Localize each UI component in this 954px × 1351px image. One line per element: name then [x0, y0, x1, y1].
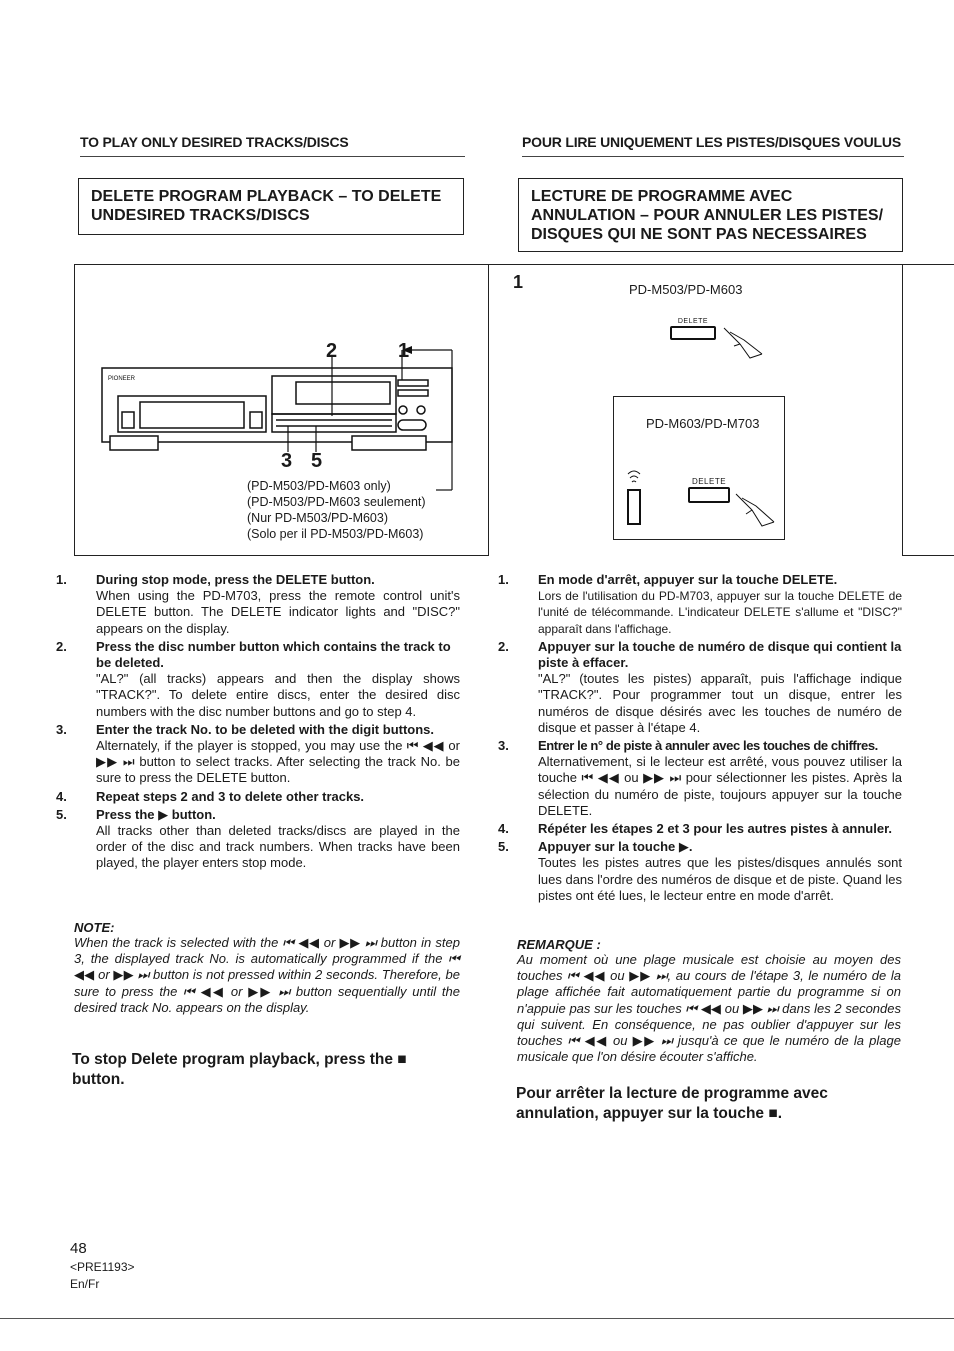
- note-heading: REMARQUE :: [517, 937, 601, 952]
- callout-3: 3: [281, 450, 293, 472]
- step-number: 5.: [498, 839, 509, 855]
- step-number: 4.: [56, 788, 67, 804]
- document-code: <PRE1193>: [70, 1260, 135, 1274]
- model-b-label: PD-M603/PD-M703: [646, 416, 760, 431]
- step-number: 2.: [498, 638, 509, 654]
- callout-2: 2: [326, 340, 338, 362]
- language-code: En/Fr: [70, 1277, 100, 1291]
- frame-extension-top: [903, 264, 954, 265]
- step-title: Repeat steps 2 and 3 to delete other tracks.: [96, 788, 365, 804]
- steps-en: [56, 572, 460, 874]
- model-note: (PD-M503/PD-M603 only): [247, 479, 391, 493]
- delete-button-b[interactable]: [688, 487, 730, 503]
- step-title: Enter the track No. to be deleted with the digit buttons.: [96, 721, 435, 737]
- title-box-fr: LECTURE DE PROGRAMME AVEC ANNULATION – POUR ANNULER LES PISTES/ DISQUES QUI NE SONT PAS NECESSAIRES: [518, 178, 903, 252]
- note-en: [74, 920, 460, 1016]
- pressing-hand-icon: [722, 326, 766, 360]
- stop-instruction-en: To stop Delete program playback, press the ■ button.: [72, 1051, 407, 1088]
- step-body: Lors de l'utilisation du PD-M703, appuyer sur la touche DELETE de l'unité de télécommande. L'indicateur DELETE s'allume et "DISC?" apparaît dans l'affichage.: [538, 589, 902, 636]
- delete-label-a: DELETE: [677, 318, 709, 325]
- model-a-label: PD-M503/PD-M603: [629, 282, 743, 297]
- step-item: [498, 638, 902, 736]
- step-body: All tracks other than deleted tracks/discs are played in the order of the disc and track numbers. When tracks have been played, the player enters stop mode.: [96, 823, 460, 871]
- step-item: [498, 821, 902, 837]
- model-note: (Solo per il PD-M503/PD-M603): [247, 527, 424, 541]
- remote-control-icon: [624, 468, 644, 528]
- step-title: Press the ▶ button.: [96, 806, 216, 822]
- step-title: Appuyer sur la touche ▶.: [538, 839, 693, 855]
- section-header-fr: POUR LIRE UNIQUEMENT LES PISTES/DISQUES VOULUS: [522, 134, 904, 157]
- step-number: 4.: [498, 821, 509, 837]
- title-box-en: DELETE PROGRAM PLAYBACK – TO DELETE UNDESIRED TRACKS/DISCS: [78, 178, 464, 235]
- step-item: [56, 721, 460, 787]
- callout-1: 1: [398, 340, 410, 362]
- step-title: En mode d'arrêt, appuyer sur la touche DELETE.: [538, 572, 838, 587]
- pressing-hand-icon: [734, 492, 778, 528]
- frame-extension-bottom: [903, 555, 954, 556]
- step-body: When using the PD-M703, press the remote control unit's DELETE button. The DELETE indicator lights and "DISC?" appears on the display.: [96, 588, 460, 636]
- model-notes: [247, 478, 467, 542]
- note-fr: [517, 937, 901, 1065]
- step-number: 1.: [498, 572, 509, 587]
- step-number: 1.: [56, 572, 67, 587]
- step-body: Alternativement, si le lecteur est arrêté, vous pouvez utiliser la touche ⏮ ◀◀ ou ▶▶ ⏭ pour sélectionner les pistes. Après la sélection du numéro de piste, toujours appuyer sur la touche DELETE.: [538, 754, 902, 818]
- step-body: Toutes les pistes autres que les pistes/disques annulés sont lues dans l'ordre des numéros de disque et de piste. Quand les pistes ont été lues, le lecteur entre en mode d'arrêt.: [538, 855, 902, 903]
- step-title: Répéter les étapes 2 et 3 pour les autres pistes à annuler.: [538, 821, 893, 837]
- note-body: Au moment où une plage musicale est choisie au moyen des touches ⏮ ◀◀ ou ▶▶ ⏭, au cours de l'étape 3, le numéro de la plage affichée fait automatiquement partie du programme si on n'appuie pas sur les touches ⏮ ◀◀ ou ▶▶ ⏭ dans les 2 secondes qui suivent. En conséquence, ne pas oublier d'appuyer sur les touches ⏮ ◀◀ ou ▶▶ ⏭ jusqu'à ce que le numéro de la plage musicale que l'on désire écouter s'affiche.: [517, 952, 901, 1065]
- step-item: [56, 788, 460, 805]
- callout-5: 5: [311, 450, 323, 472]
- section-header-en: TO PLAY ONLY DESIRED TRACKS/DISCS: [80, 134, 465, 157]
- step-item: [498, 572, 902, 637]
- step-title: Entrer le n° de piste à annuler avec les touches de chiffres.: [538, 738, 878, 754]
- step-number: 5.: [56, 806, 67, 822]
- model-note: (PD-M503/PD-M603 seulement): [247, 495, 426, 509]
- note-body: When the track is selected with the ⏮ ◀◀ or ▶▶ ⏭ button in step 3, the displayed track No. is automatically programmed if the ⏮ ◀◀ or ▶▶ ⏭ button is not pressed within 2 seconds. Therefore, be sure to press the ⏮ ◀◀ or ▶▶ ⏭ button sequentially until the desired track No. appears on the display.: [74, 935, 460, 1015]
- figure-step-number: 1: [513, 272, 524, 292]
- model-note: (Nur PD-M503/PD-M603): [247, 511, 389, 525]
- step-body: "AL?" (toutes les pistes) apparaît, puis l'affichage indique "TRACK?". Pour programmer tout un disque, entrer les numéros de disque désirés avec les touches de numéro de disque et passer à l'étape 4.: [538, 671, 902, 735]
- step-item: [498, 839, 902, 904]
- step-body: Alternately, if the player is stopped, you may use the ⏮ ◀◀ or ▶▶ ⏭ button to select tracks. After selecting the track No. be sure to press the DELETE button.: [96, 738, 460, 786]
- step-item: [56, 638, 460, 720]
- delete-button-a[interactable]: [670, 326, 716, 340]
- step-item: [56, 806, 460, 872]
- step-body: "AL?" (all tracks) appears and then the display shows "TRACK?". To delete entire discs, enter the desired disc numbers with the disc number buttons and go to step 4.: [96, 671, 460, 719]
- step-number: 2.: [56, 638, 67, 654]
- step-number: 3.: [56, 721, 67, 737]
- bottom-rule: [0, 1318, 954, 1319]
- delete-label-b: DELETE: [691, 477, 727, 486]
- steps-fr: [498, 572, 902, 906]
- brand-logo: PIONEER: [108, 376, 136, 382]
- stop-instruction-fr: Pour arrêter la lecture de programme avec annulation, appuyer sur la touche ■.: [516, 1085, 828, 1122]
- page-number: 48: [70, 1240, 87, 1257]
- step-title: Press the disc number button which contains the track to be deleted.: [96, 638, 451, 671]
- step-title: Appuyer sur la touche de numéro de disque qui contient la piste à effacer.: [538, 638, 902, 671]
- step-title: During stop mode, press the DELETE button.: [96, 572, 375, 587]
- step-number: 3.: [498, 738, 509, 754]
- step-item: [498, 738, 902, 819]
- step-item: [56, 572, 460, 637]
- note-heading: NOTE:: [74, 920, 115, 935]
